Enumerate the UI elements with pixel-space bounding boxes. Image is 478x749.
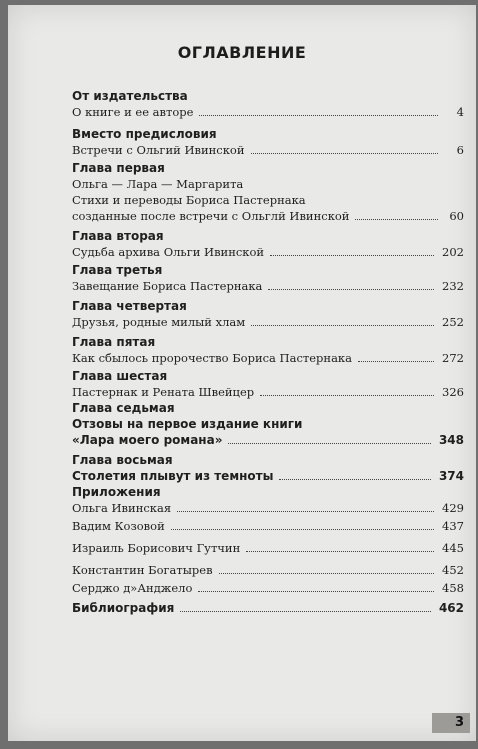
toc-page-number: 232 xyxy=(442,279,464,293)
toc-page-number: 6 xyxy=(456,143,464,157)
book-page xyxy=(8,5,476,741)
toc-heading xyxy=(72,601,464,616)
toc-page-number: 445 xyxy=(442,541,464,555)
toc-line xyxy=(72,279,464,294)
page-title: ОГЛАВЛЕНИЕ xyxy=(177,43,307,62)
page-number: 3 xyxy=(432,713,470,733)
dot-leader xyxy=(270,254,434,256)
toc-line xyxy=(72,351,464,366)
dot-leader xyxy=(260,394,434,396)
toc-text: Как сбылось пророчество Бориса Пастернака xyxy=(72,351,352,365)
dot-leader xyxy=(246,550,434,552)
toc-text: О книге и ее авторе xyxy=(72,105,194,119)
toc-page-number: 458 xyxy=(442,581,464,595)
toc-text: Стихи и переводы Бориса Пастернака xyxy=(72,193,306,207)
toc-line xyxy=(72,519,464,534)
toc-text: Израиль Борисович Гутчин xyxy=(72,541,241,555)
toc-text: Завещание Бориса Пастернака xyxy=(72,279,263,293)
toc-heading xyxy=(72,417,464,432)
toc-line xyxy=(72,501,464,516)
toc-page-number: 202 xyxy=(442,245,464,259)
toc-heading xyxy=(72,335,464,350)
dot-leader xyxy=(355,218,438,220)
toc-text: Вадим Козовой xyxy=(72,519,165,533)
toc-text: Отзовы на первое издание книги xyxy=(72,417,303,431)
toc-page-number: 429 xyxy=(442,501,464,515)
toc-text: «Лара моего романа» xyxy=(72,433,223,447)
dot-leader xyxy=(219,572,434,574)
toc-heading xyxy=(72,469,464,484)
toc-page-number: 252 xyxy=(442,315,464,329)
dot-leader xyxy=(228,442,430,444)
toc-text: Глава восьмая xyxy=(72,453,173,467)
toc-page-number: 60 xyxy=(449,209,464,223)
toc-text: Друзья, родные милый хлам xyxy=(72,315,246,329)
toc-text: созданные после встречи с Ольглй Ивинской xyxy=(72,209,350,223)
toc-line xyxy=(72,209,464,224)
toc-page-number: 348 xyxy=(438,433,464,447)
toc-text: Вместо предисловия xyxy=(72,127,217,141)
dot-leader xyxy=(268,288,434,290)
toc-text: Глава седьмая xyxy=(72,401,175,415)
toc-text: Столетия плывут из темноты xyxy=(72,469,274,483)
toc-heading xyxy=(72,127,464,142)
dot-leader xyxy=(171,528,434,530)
dot-leader xyxy=(251,324,434,326)
toc-text: Серджо д»Анджело xyxy=(72,581,193,595)
toc-text: Библиография xyxy=(72,601,175,615)
dot-leader xyxy=(198,590,434,592)
toc-heading xyxy=(72,299,464,314)
toc-text: Глава первая xyxy=(72,161,165,175)
toc-text: Судьба архива Ольги Ивинской xyxy=(72,245,265,259)
toc-page-number: 462 xyxy=(438,601,464,615)
dot-leader xyxy=(180,610,431,612)
toc-text: Константин Богатырев xyxy=(72,563,213,577)
toc-line xyxy=(72,385,464,400)
toc-text: Глава вторая xyxy=(72,229,164,243)
toc-text: Ольга Ивинская xyxy=(72,501,172,515)
toc-line xyxy=(72,563,464,578)
toc-page-number: 437 xyxy=(442,519,464,533)
toc-page-number: 272 xyxy=(442,351,464,365)
dot-leader xyxy=(251,152,439,154)
toc-line xyxy=(72,315,464,330)
toc-text: Глава шестая xyxy=(72,369,168,383)
toc-page-number: 326 xyxy=(442,385,464,399)
toc-line xyxy=(72,193,464,208)
toc-heading xyxy=(72,229,464,244)
toc-page-number: 452 xyxy=(442,563,464,577)
toc-heading xyxy=(72,453,464,468)
toc-text: Пастернак и Рената Швейцер xyxy=(72,385,255,399)
toc-page-number: 4 xyxy=(456,105,464,119)
toc-line xyxy=(72,105,464,120)
toc-heading xyxy=(72,89,464,104)
toc-line xyxy=(72,581,464,596)
toc-line xyxy=(72,245,464,260)
toc-heading xyxy=(72,433,464,448)
dot-leader xyxy=(199,114,438,116)
toc-text: Приложения xyxy=(72,485,161,499)
toc-heading xyxy=(72,263,464,278)
toc-text: Глава третья xyxy=(72,263,163,277)
toc-page-number: 374 xyxy=(438,469,464,483)
toc-line xyxy=(72,177,464,192)
dot-leader xyxy=(358,360,434,362)
toc-text: Глава четвертая xyxy=(72,299,187,313)
toc-heading xyxy=(72,161,464,176)
toc-text: Встречи с Ольгий Ивинской xyxy=(72,143,245,157)
toc-heading xyxy=(72,401,464,416)
toc-line xyxy=(72,143,464,158)
dot-leader xyxy=(177,510,434,512)
toc-text: Ольга — Лара — Маргарита xyxy=(72,177,244,191)
toc-heading xyxy=(72,485,464,500)
dot-leader xyxy=(279,478,430,480)
toc-text: От издательства xyxy=(72,89,188,103)
toc-line xyxy=(72,541,464,556)
toc-heading xyxy=(72,369,464,384)
toc-text: Глава пятая xyxy=(72,335,156,349)
